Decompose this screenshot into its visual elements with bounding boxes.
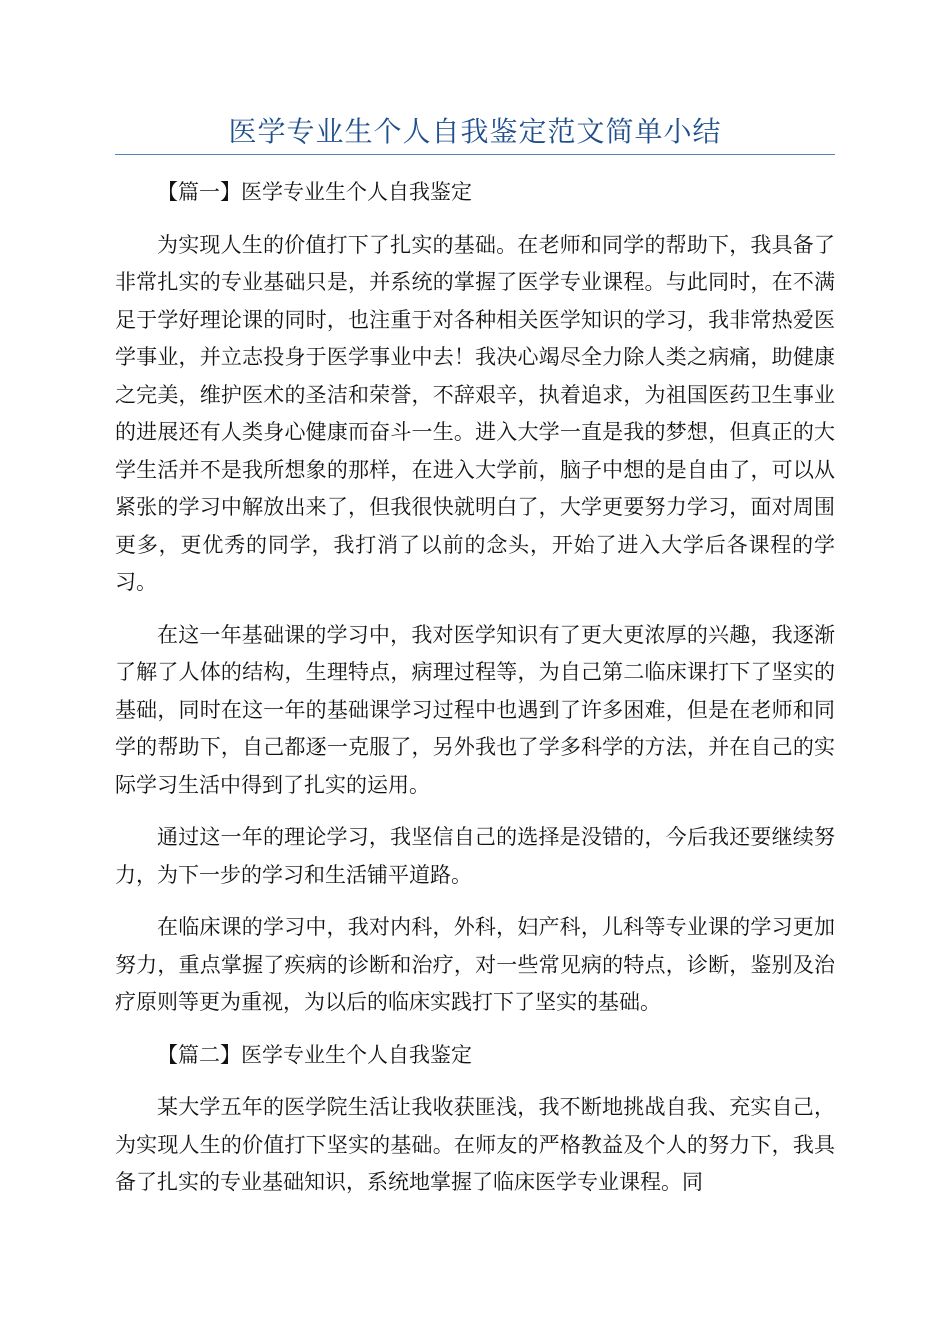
title-underline (115, 154, 835, 155)
paragraph: 在临床课的学习中，我对内科，外科，妇产科，儿科等专业课的学习更加努力，重点掌握了疾病的诊断和治疗，对一些常见病的特点，诊断，鉴别及治疗原则等更为重视，为以后的临床实践打下了坚实的基础。 (115, 915, 835, 1014)
section-heading-1: 【篇一】医学专业生个人自我鉴定 (157, 180, 472, 204)
paragraph: 为实现人生的价值打下了扎实的基础。在老师和同学的帮助下，我具备了非常扎实的专业基础只是，并系统的掌握了医学专业课程。与此同时，在不满足于学好理论课的同时，也注重于对各种相关医学知识的学习，我非常热爱医学事业，并立志投身于医学事业中去！我决心竭尽全力除人类之病痛，助健康之完美，维护医术的圣洁和荣誉，不辞艰辛，执着追求，为祖国医药卫生事业的进展还有人类身心健康而奋斗一生。进入大学一直是我的梦想，但真正的大学生活并不是我所想象的那样，在进入大学前，脑子中想的是自由了，可以从紧张的学习中解放出来了，但我很快就明白了，大学更要努力学习，面对周围更多，更优秀的同学，我打消了以前的念头，开始了进入大学后各课程的学习。 (115, 232, 835, 594)
paragraph: 某大学五年的医学院生活让我收获匪浅，我不断地挑战自我、充实自己，为实现人生的价值打下坚实的基础。在师友的严格教益及个人的努力下，我具备了扎实的专业基础知识，系统地掌握了临床医学专业课程。同 (115, 1095, 835, 1194)
page-title: 医学专业生个人自我鉴定范文简单小结 (228, 115, 722, 148)
section-heading-2: 【篇二】医学专业生个人自我鉴定 (157, 1042, 472, 1067)
document-body (115, 174, 835, 1217)
paragraph: 通过这一年的理论学习，我坚信自己的选择是没错的，今后我还要继续努力，为下一步的学习和生活铺平道路。 (115, 825, 835, 887)
paragraph: 在这一年基础课的学习中，我对医学知识有了更大更浓厚的兴趣，我逐渐了解了人体的结构，生理特点，病理过程等，为自己第二临床课打下了坚实的基础，同时在这一年的基础课学习过程中也遇到了许多困难，但是在老师和同学的帮助下，自己都逐一克服了，另外我也了学多科学的方法，并在自己的实际学习生活中得到了扎实的运用。 (115, 622, 835, 797)
